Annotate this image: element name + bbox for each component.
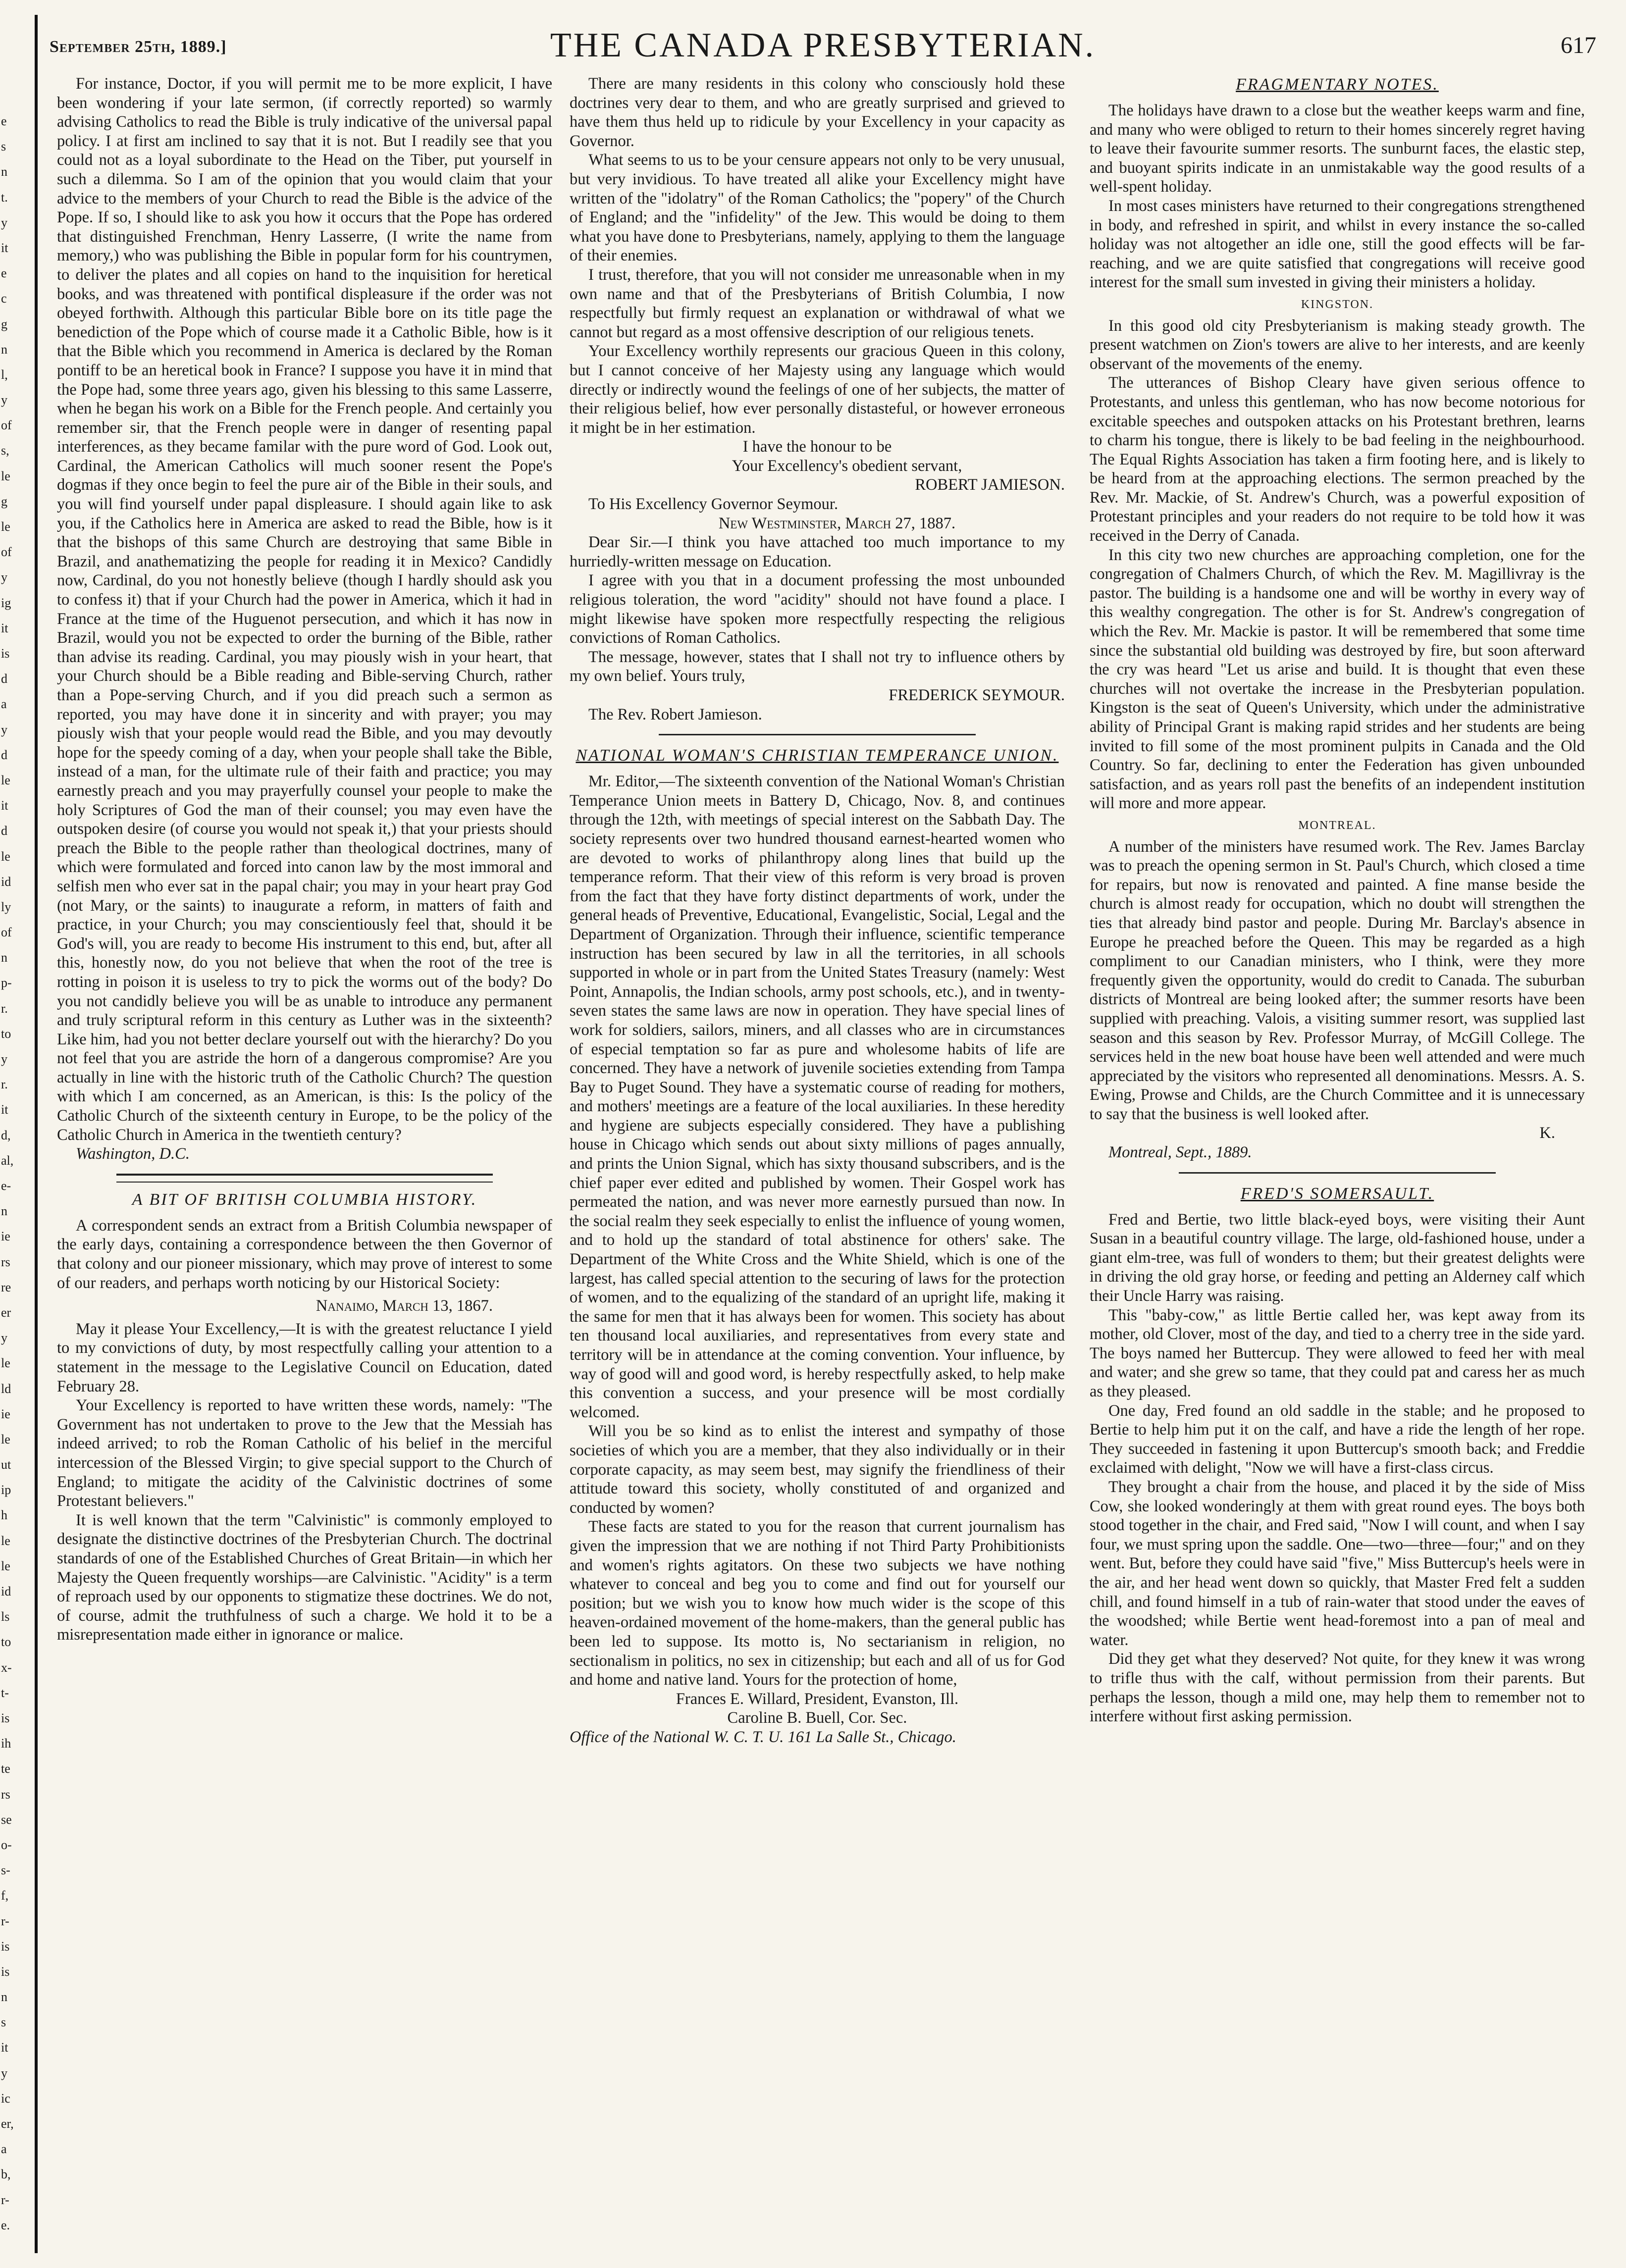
dateline: Montreal, Sept., 1889. [1108, 1143, 1252, 1162]
gutter-fragment: y [1, 1052, 7, 1067]
section-subhead-kingston: KINGSTON. [1301, 298, 1374, 311]
gutter-fragment: d, [1, 1128, 11, 1142]
gutter-fragment: re [1, 1280, 11, 1294]
paragraph: I agree with you that in a document professing the most unbounded religious toleration, the word "acidity" should not have found a place. I might likewise have spoken more respectfully respecting the religious convictions of Roman Catholics. [570, 571, 1065, 647]
gutter-fragment: o- [1, 1837, 12, 1852]
article-title-bc-history: A BIT OF BRITISH COLUMBIA HISTORY. [132, 1190, 477, 1209]
paragraph: Mr. Editor,—The sixteenth convention of the National Woman's Christian Temperance Union meets in Battery D, Chicago, Nov. 8, and continues through the 12th, with meetings of special interest on the Sabbath Day. The society represents over two hundred thousand earnest-hearted women who are devoted to works of philanthropy along lines that build up the temperance reform. That their view of this reform is very broad is proven from the fact that they have forty distinct departments of work, under the general heads of Preventive, Educational, Evangelistic, Social, Legal and the Department of Organization. Through their influence, scientific temperance instruction has been secured by law in all the territories, in all schools supported in whole or in part from the United States Treasury (namely: West Point, Annapolis, the Indian schools, army post schools, etc.), and in twenty-seven states the same laws are now in operation. They have special lines of work for soldiers, sailors, miners, and all classes who are in circumstances of especial temptation so far as pure and wholesome habits of life are concerned. They have a network of juvenile societies extending from Tampa Bay to Puget Sound. They have a systematic course of reading for mothers, and mothers' meetings are a feature of the local auxiliaries. In these heredity and hygiene are subjects especially considered. They have a publishing house in Chicago which sends out about sixty millions of pages annually, and prints the Union Signal, which has sixty thousand subscribers, and is the chief paper ever edited and published by women. Their Gospel work has permeated the nation, and was never more earnestly pursued than now. In the social realm they seek especially to enlist the influence of young women, and to hold up the standard of total abstinence for others' sake. The Department of the White Cross and the White Shield, which is one of the largest, has called special attention to the securing of laws for the protection of women, and to the equalizing of the standard of an upright life, making it the same for men that it has always been for women. This society has about ten thousand local auxiliaries, and representatives from every state and territory will be in attendance at the coming convention. Your influence, by way of good will and good word, is hereby respectfully asked, to help make this convention a success, and your presence will be most cordially welcomed. [570, 773, 1065, 1421]
paragraph: One day, Fred found an old saddle in the stable; and he proposed to Bertie to help him put it on the calf, and have a ride the length of her rope. They succeeded in fastening it upon Buttercup's smooth back; and Freddie exclaimed with delight, "Now we will have a first-class circus. [1090, 1401, 1585, 1477]
gutter-fragment: rs [1, 1787, 10, 1802]
gutter-fragment: ut [1, 1457, 11, 1472]
gutter-fragment: a [1, 697, 7, 712]
gutter-fragment: ih [1, 1736, 11, 1751]
paragraph: Did they get what they deserved? Not quite, for they knew it was wrong to trifle thus with the calf, without permission from their parents. But perhaps the lesson, though a mild one, may help them to remember not to interfere without first asking permission. [1090, 1650, 1585, 1726]
gutter-fragment: of [1, 418, 12, 433]
gutter-fragment: d [1, 671, 7, 686]
gutter-fragment: to [1, 1635, 11, 1649]
gutter-fragment: r- [1, 2192, 9, 2207]
gutter-fragment: it [1, 2040, 8, 2055]
gutter-fragment: e. [1, 2217, 10, 2232]
paragraph: The utterances of Bishop Cleary have given serious offence to Protestants, and unless this gentleman, who has now become notorious for excitable speeches and outspoken attacks on his Protestant brethren, learns to charm his tongue, there is likely to be bad feeling in the neighbourhood. The Equal Rights Association has taken a firm footing here, and is likely to be heard from at the approaching elections. The sermon preached by the Rev. Mr. Mackie, of St. Andrew's Church, was a powerful exposition of Protestant principles and your readers do not require to be told how it was received in the Derry of Canada. [1090, 374, 1585, 545]
paragraph: In this city two new churches are approaching completion, one for the congregation of Chalmers Church, of which the Rev. M. Magillivray is the pastor. The building is a handsome one and will be worthy in every way of this wealthy congregation. The other is for St. Andrew's congregation of which the Rev. Mr. Mackie is pastor. It will be remembered that some time since the substantial old building was destroyed by fire, but soon afterward the cry was heard "Let us arise and build. It is thought that even these churches will not overtake the increase in the Presbyterian population. Kingston is the seat of Queen's University, which under the administrative ability of Principal Grant is making rapid strides and her students are being invited to fill some of the most prominent pulpits in Canada and the Old Country. So far, declining to enter the Federation has given unbounded satisfaction, and as years roll past the benefits of an independent institution will more and more appear. [1090, 546, 1585, 813]
signature: K. [1539, 1124, 1555, 1142]
gutter-fragment: g [1, 316, 7, 331]
column-2 [570, 74, 1065, 2248]
gutter-fragment: ls [1, 1609, 10, 1624]
gutter-fragment: s, [1, 443, 9, 458]
paragraph: May it please Your Excellency,—It is with the greatest reluctance I yield to my convictions of duty, by most respectfully calling your attention to a statement in the message to the Legislative Council on Education, dated February 28. [57, 1320, 552, 1395]
gutter-fragment: of [1, 545, 12, 560]
dateline: Nanaimo, March 13, 1867. [315, 1297, 493, 1315]
gutter-fragment: h [1, 1508, 7, 1523]
paragraph: It is well known that the term "Calvinistic" is commonly employed to designate the distinctive doctrines of the Presbyterian Church. The doctrinal standards of one of the Established Churches of Great Britain—in which her Majesty the Queen frequently worships—are Calvinistic. "Acidity" is a term of reproach used by our opponents to stigmatize these doctrines. We do not, of course, admit the truthfulness of such a charge. We hold it to be a misrepresentation made either in ignorance or malice. [57, 1511, 552, 1644]
gutter-fragment: to [1, 1026, 11, 1041]
section-rule [659, 734, 976, 735]
paragraph: For instance, Doctor, if you will permit me to be more explicit, I have been wondering if your late sermon, (if correctly reported) so warmly advising Catholics to read the Bible is truly indicative of the universal papal policy. I at first am inclined to say that it is not. But I readily see that you could not as a loyal subordinate to the Head on the Tiber, put yourself in such a dilemma. So I am of the opinion that you would claim that your advice to the members of your Church to read the Bible is the advice of the Pope. If so, I should like to ask you how it occurs that the Pope has ordered that distinguished Frenchman, Henry Lasserre, (I write the name from memory,) who was publishing the Bible in popular form for his countrymen, to deliver the plates and all copies on hand to the inquisition for heretical books, and was threatened with pontifical displeasure if the order was not obeyed forthwith. Although this particular Bible bore on its title page the benediction of the Pope which of course made it a Catholic Bible, how is it that the Bible which you recommend in America is declared by the Roman pontiff to be an heretical book in France? I suppose you have it in mind that the Pope had, some three years ago, given his blessing to this same Lasserre, when he began his work on a Bible for the French people. And certainly you remember sir, that the French people were in danger of resenting papal interferences, as they became familar with the pure word of God. Look out, Cardinal, the American Catholics will much sooner resent the Pope's dogmas if they once begin to feel the pure air of the Bible in their souls, and you will find yourself under papal displeasure. I should again like to ask you, if the Catholics here in America are asked to read the Bible, how is it that the bishops of this same Church are destroying that same Bible in Brazil, and anathematizing the people for reading it in Mexico? Candidly now, Cardinal, do you not honestly believe (though I hardly should ask you to confess it) that if your Church had the power in America, which it had in France at the time of the Huguenot persecution, and which it has now in Brazil, would you not be expected to order the burning of the Bible, rather than advise its reading. Cardinal, you may piously wish in your heart, that your Church should be a Bible reading and Bible-serving Church, rather than a Pope-serving Church, and if you did preach such a sermon as reported, you may have done it in sincerity and with prayer; you may piously wish that your people would read the Bible, and you may devoutly hope for the speedy coming of a day, when your people shall take the Bible, instead of a man, for the ultimate rule of their faith and practice; you may earnestly preach and you may prayerfully counsel your people to make the holy Scriptures of God the man of their counsel; you may even have the outspoken desire (of course you would not speak it,) that your priests should preach the Bible to the people rather than theological doctrines, many of which were formulated and forced into canon law by the most immoral and selfish men who ever sat in the papal chair; you may in your heart pray God (not Mary, or the saints) to inaugurate a reform, in matters of faith and practice, in your Church; you may conscientiously feel that, should it be God's will, you are ready to become His instrument to this end, but, after all this, honestly now, do you not believe that when the root of the tree is rotting in poison it is useless to try to pick the worms out of the body? Do you not candidly believe you will be as unable to introduce any permanent and truly scriptural reform in this century as Luther was in the sixteenth? Like him, had you not better declare yourself out with the hierarchy? Do you not feel that you are astride the horn of a dangerous compromise? Are you actually in line with the historic truth of the Catholic Church? The question with which I am concerned, as an American, is this: Is the policy of the Catholic Church of the sixteenth century in Europe, to be the policy of the Catholic Church in America in the twentieth century? [57, 75, 552, 1144]
column-3 [1090, 74, 1585, 2248]
gutter-fragment: ie [1, 1406, 10, 1421]
gutter-fragment: le [1, 1356, 10, 1371]
gutter-fragment: id [1, 1584, 11, 1599]
paragraph: Your Excellency worthily represents our gracious Queen in this colony, but I cannot conceive of her Majesty using any language which would directly or indirectly wound the feelings of one of her subjects, the matter of their religious belief, how ever personally distasteful, or however erroneous it might be in her estimation. [570, 342, 1065, 437]
letter-place: Washington, D.C. [76, 1145, 190, 1163]
gutter-fragment: y [1, 393, 7, 408]
signature: FREDERICK SEYMOUR. [889, 686, 1065, 704]
gutter-fragment: rs [1, 1254, 10, 1269]
paragraph: What seems to us to be your censure appears not only to be very unusual, but very invidious. To have treated all alike your Excellency might have written of the "idolatry" of the Roman Catholics; the "popery" of the Church of England; and the "infidelity" of the Jew. This would be doing to them what you have done to Presbyterians, namely, applying to them the language of their enemies. [570, 151, 1065, 265]
gutter-fragment: er, [1, 2116, 14, 2131]
paragraph: In this good old city Presbyterianism is making steady growth. The present watchmen on Zion's towers are alive to her interests, and are keenly observant of the movements of the enemy. [1090, 316, 1585, 373]
paragraph: This "baby-cow," as little Bertie called her, was kept away from its mother, old Clover, most of the day, and tied to a cherry tree in the side yard. The boys named her Buttercup. They were allowed to feed her with meal and water; and she grew so tame, that they could pat and caress her as much as they pleased. [1090, 1306, 1585, 1400]
gutter-fragment: s [1, 139, 6, 154]
signature: Caroline B. Buell, Cor. Sec. [727, 1709, 907, 1727]
gutter-fragment: it [1, 1102, 8, 1117]
gutter-fragment: ic [1, 2091, 10, 2106]
article-title-fragmentary-notes: FRAGMENTARY NOTES. [1236, 75, 1439, 94]
gutter-fragment: r. [1, 1077, 8, 1092]
paragraph: I trust, therefore, that you will not consider me unreasonable when in my own name and that of the Presbyterians of British Columbia, I now respectfully but firmly request an explanation or withdrawal of what we cannot but regard as a most offensive description of our religious tenets. [570, 265, 1065, 341]
gutter-fragment: y [1, 215, 7, 230]
gutter-fragment: se [1, 1812, 12, 1827]
article-title-wctu: NATIONAL WOMAN'S CHRISTIAN TEMPERANCE UNION. [576, 746, 1059, 765]
paragraph: They brought a chair from the house, and placed it by the side of Miss Cow, she looked wonderingly at them with great round eyes. The boys both stood together in the chair, and Fred said, "Now I will count, and when I say four, we must spring upon the saddle. One—two—three—four;" and on they went. But, before they could have said "five," Miss Buttercup's heels were in the air, and her head went down so quickly, that Master Fred felt a sudden chill, and found himself in a tub of rain-water that stood under the eaves of the woodshed; while Bertie went head-foremost into a pan of meal and water. [1090, 1478, 1585, 1649]
gutter-fragment: ly [1, 899, 11, 914]
paragraph: Your Excellency is reported to have written these words, namely: "The Government has not undertaken to prove to the Jew that the Messiah has indeed arrived; to rob the Roman Catholic of his belief in the merciful intercession of the Blessed Virgin; to give special support to the Church of England; to mitigate the acidity of the Calvinistic doctrines of some Protestant believers." [57, 1396, 552, 1510]
paragraph: Will you be so kind as to enlist the interest and sympathy of those societies of which you are a member, that they also individually or in their corporate capacity, as may seem best, may signify the friendliness of their attitude toward this society, wholly constituted of and organized and conducted by women? [570, 1422, 1065, 1517]
gutter-fragment: n [1, 1204, 7, 1219]
gutter-fragment: ip [1, 1483, 11, 1497]
gutter-fragment: e- [1, 1179, 11, 1193]
gutter-fragment: t- [1, 1685, 9, 1700]
section-rule [116, 1174, 493, 1183]
gutter-fragment: c [1, 291, 7, 306]
page-header [50, 17, 1596, 66]
section-rule [1179, 1172, 1496, 1174]
gutter-fragment: le [1, 1558, 10, 1573]
gutter-fragment: le [1, 849, 10, 864]
gutter-fragment: le [1, 468, 10, 483]
paragraph: A correspondent sends an extract from a British Columbia newspaper of the early days, containing a correspondence between the then Governor of that colony and our pioneer missionary, which may prove of interest to some of our readers, and perhaps worth noticing by our Historical Society: [57, 1216, 552, 1292]
gutter-fragment: le [1, 773, 10, 787]
gutter-fragment: it [1, 798, 8, 813]
gutter-fragment: n [1, 164, 7, 179]
addressee: The Rev. Robert Jamieson. [588, 705, 762, 723]
gutter-fragment: it [1, 620, 8, 635]
gutter-fragment: y [1, 570, 7, 585]
masthead: THE CANADA PRESBYTERIAN. [550, 26, 1096, 64]
dateline: New Westminster, March 27, 1887. [718, 514, 956, 532]
closing-line: I have the honour to be [742, 438, 892, 456]
gutter-fragment: d [1, 824, 7, 838]
closing-line: Your Excellency's obedient servant, [732, 457, 962, 475]
gutter-fragment: g [1, 494, 7, 509]
gutter-fragment: of [1, 925, 12, 940]
paragraph: Fred and Bertie, two little black-eyed boys, were visiting their Aunt Susan in a beautiful country village. The large, old-fashioned house, under a giant elm-tree, was full of wonders to them; but their greatest delights were in driving the old gray horse, or feeding and petting an Alderney calf which their Uncle Harry was raising. [1090, 1210, 1585, 1305]
gutter-fragment: al, [1, 1153, 14, 1168]
paragraph: The holidays have drawn to a close but the weather keeps warm and fine, and many who were obliged to return to their homes sincerely regret having to leave their favourite summer resorts. The sunburnt faces, the elastic step, and buoyant spirits indicate in an unmistakable way the good results of a well-spent holiday. [1090, 102, 1585, 196]
issue-date: September 25th, 1889.] [50, 38, 227, 56]
signature: Frances E. Willard, President, Evanston, Ill. [676, 1690, 959, 1708]
article-title-freds-somersault: FRED'S SOMERSAULT. [1240, 1184, 1434, 1203]
gutter-fragment: le [1, 1533, 10, 1548]
gutter-fragment: r- [1, 1913, 9, 1928]
paragraph: In most cases ministers have returned to their congregations strengthened in body, and refreshed in spirit, and whilst in every instance the so-called holiday was not altogether an idle one, still the good effects will be far-reaching, and we are quite satisfied that congregations will receive good interest for the small sum invested in giving their ministers a holiday. [1090, 197, 1585, 292]
gutter-fragment: is [1, 1711, 10, 1725]
gutter-fragment: f, [1, 1888, 9, 1903]
paragraph: A number of the ministers have resumed work. The Rev. James Barclay was to preach the opening sermon in St. Paul's Church, which closed a time for repairs, but now is renovated and painted. A fine manse beside the church is almost ready for occupation, which no doubt will strengthen the ties that already bind pastor and people. During Mr. Barclay's absence in Europe he preached before the Queen. This may be regarded as a high compliment to our Canadian ministers, who I think, were they more frequently given the opportunity, would do credit to Canada. The suburban districts of Montreal are being looked after; the summer resorts have been supplied with preaching. Valois, a visiting summer resort, was supplied last season and this season by Rev. Professor Murray, of McGill College. The services held in the new boat house have been well attended and were much appreciated by the visitors who represented all denominations. Messrs. A. S. Ewing, Prowse and Childs, are the Church Committee and it is unnecessary to say that the business is well looked after. [1090, 837, 1585, 1123]
binding-rule [35, 15, 38, 2253]
paragraph: These facts are stated to you for the reason that current journalism has given the impression that we are nothing if not Third Party Prohibitionists and women's rights agitators. On these two subjects we have nothing whatever to conceal and beg you to come and find out for yourself our position; but we wish you to know how much wider is the scope of this heaven-ordained movement of the home-makers, than the general public has been led to suppose. Its motto is, No sectarianism in religion, no sectionalism in politics, no sex in citizenship; but each and all of us for God and home and native land. Yours for the protection of home, [570, 1518, 1065, 1689]
gutter-fragment: e [1, 266, 7, 281]
gutter-fragment: e [1, 114, 7, 128]
gutter-fragment: t. [1, 190, 8, 205]
gutter-fragment: l, [1, 367, 8, 382]
gutter-fragment: d [1, 747, 7, 762]
gutter-fragment: n [1, 950, 7, 965]
gutter-fragment: er [1, 1305, 11, 1320]
gutter-fragment: it [1, 240, 8, 255]
page-number: 617 [1561, 32, 1596, 58]
gutter-fragment: y [1, 2065, 7, 2080]
gutter-fragment: s [1, 2015, 6, 2030]
gutter-fragment: ig [1, 595, 11, 610]
gutter-fragment: n [1, 342, 7, 357]
paragraph: There are many residents in this colony who consciously hold these doctrines very dear to them, and who are greatly surprised and grieved to have them thus held up to ridicule by your Excellency in your capacity as Governor. [570, 75, 1065, 150]
section-subhead-montreal: MONTREAL. [1298, 819, 1376, 832]
left-margin-gutter [0, 0, 39, 2268]
gutter-fragment: is [1, 646, 10, 661]
gutter-fragment: a [1, 2142, 7, 2157]
addressee: To His Excellency Governor Seymour. [588, 495, 839, 514]
gutter-fragment: le [1, 1432, 10, 1446]
gutter-fragment: s- [1, 1863, 10, 1878]
gutter-fragment: id [1, 874, 11, 889]
signature: Office of the National W. C. T. U. 161 La Salle St., Chicago. [570, 1728, 956, 1746]
gutter-fragment: le [1, 519, 10, 534]
gutter-fragment: x- [1, 1660, 12, 1675]
column-1 [57, 74, 552, 2248]
gutter-fragment: ld [1, 1381, 11, 1396]
gutter-fragment: r. [1, 1001, 8, 1016]
paragraph: Dear Sir.—I think you have attached too much importance to my hurriedly-written message on Education. [570, 533, 1065, 570]
paragraph: The message, however, states that I shall not try to influence others by my own belief. Yours truly, [570, 648, 1065, 685]
gutter-fragment: y [1, 722, 7, 737]
gutter-fragment: p- [1, 976, 12, 990]
gutter-fragment: b, [1, 2167, 11, 2182]
gutter-fragment: te [1, 1761, 10, 1776]
gutter-fragment: is [1, 1964, 10, 1979]
signature: ROBERT JAMIESON. [915, 476, 1065, 494]
gutter-fragment: y [1, 1331, 7, 1345]
gutter-fragment: is [1, 1939, 10, 1954]
gutter-fragment: n [1, 1990, 7, 2005]
gutter-fragment: ie [1, 1229, 10, 1244]
